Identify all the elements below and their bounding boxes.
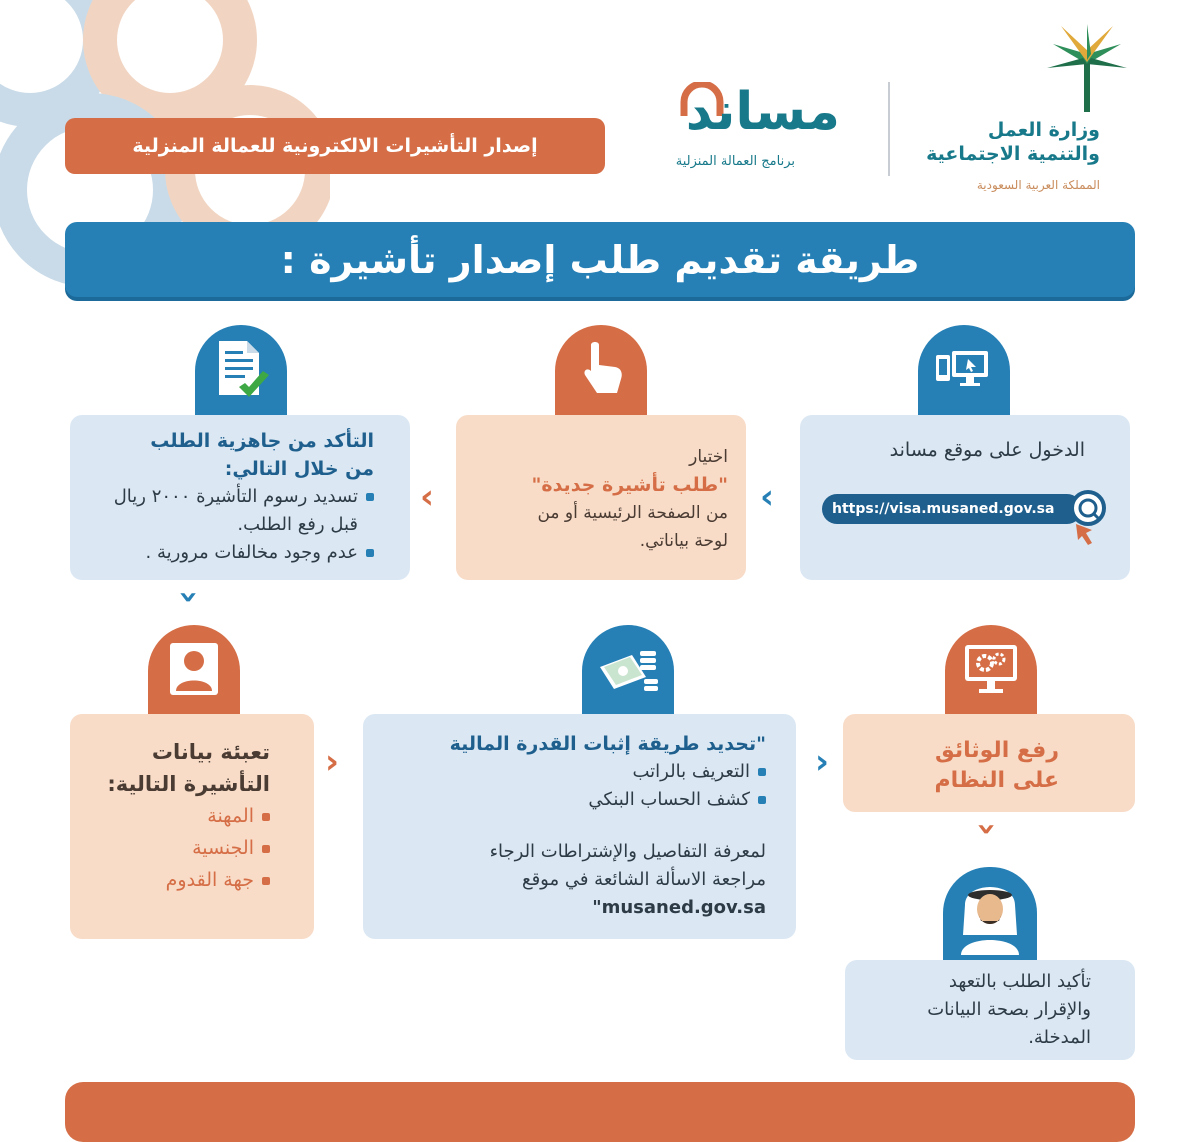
ministry-country: المملكة العربية السعودية: [976, 178, 1100, 192]
step6-heading2: التأشيرة التالية:: [107, 772, 270, 796]
musaned-logo-text: مساند: [685, 82, 840, 142]
ministry-logo: [905, 20, 1145, 190]
step5-note-line2: مراجعة الاسألة الشائعة في موقع: [522, 869, 766, 890]
devices-icon: [932, 337, 996, 401]
step1-icon-tab: [918, 325, 1010, 417]
step2-line2: "طلب تأشيرة جديدة": [531, 474, 728, 496]
step6-bullet3: جهة القدوم: [107, 864, 270, 896]
arrow-step1-to-step2: ‹: [760, 477, 775, 517]
step7-line2: والإقرار بصحة البيانات: [927, 999, 1091, 1020]
step4-line2: على النظام: [934, 768, 1059, 793]
document-check-icon: [209, 337, 273, 407]
step7-line1: تأكيد الطلب بالتعهد: [948, 971, 1091, 992]
step6-heading1: تعبئة بيانات: [151, 740, 270, 764]
header-divider: [888, 82, 890, 176]
saudi-man-icon: [955, 875, 1025, 955]
step3-bullet1-line1: تسديد رسوم التأشيرة ٢٠٠٠ ريال: [114, 483, 374, 511]
step7-line3: المدخلة.: [1028, 1027, 1091, 1048]
step4-line1: رفع الوثائق: [935, 738, 1059, 763]
step5-bullet2: كشف الحساب البنكي: [450, 786, 766, 814]
step3-box: [70, 415, 410, 580]
step2-icon-tab: [555, 325, 647, 417]
musaned-url-link[interactable]: https://visa.musaned.gov.sa: [822, 494, 1082, 524]
step1-text: الدخول على موقع مساند: [889, 439, 1085, 461]
arrow-step4-to-step5: ›: [815, 742, 830, 782]
monitor-gears-icon: [959, 637, 1023, 701]
musaned-subtitle: برنامج العمالة المنزلية: [675, 154, 795, 169]
musaned-logo: [650, 80, 850, 180]
step2-box: [456, 415, 746, 580]
step3-bullet1-line2: قبل رفع الطلب.: [237, 514, 358, 535]
footer-bar: [65, 1082, 1135, 1142]
step6-box: [70, 714, 314, 939]
step2-line4: لوحة بياناتي.: [639, 531, 728, 551]
step5-note-line3: musaned.gov.sa": [592, 897, 766, 918]
money-icon: [596, 637, 660, 701]
step4-icon-tab: [945, 625, 1037, 717]
step4-box: [843, 714, 1135, 812]
step3-heading1: التأكد من جاهزية الطلب: [150, 430, 374, 452]
ministry-name-line1: وزارة العمل: [987, 119, 1100, 141]
step2-line3: من الصفحة الرئيسية أو من: [537, 503, 728, 523]
step5-note-line1: لمعرفة التفاصيل والإشتراطات الرجاء: [489, 841, 766, 862]
step3-icon-tab: [195, 325, 287, 417]
step6-bullet2: الجنسية: [107, 832, 270, 864]
user-icon: [162, 637, 226, 701]
step5-heading: "تحديد طريقة إثبات القدرة المالية: [449, 733, 766, 755]
step5-box: [363, 714, 796, 939]
step3-heading2: من خلال التالي:: [224, 458, 374, 480]
search-icon: [1068, 488, 1118, 548]
step5-icon-tab: [582, 625, 674, 717]
ministry-name-line2: والتنمية الاجتماعية: [926, 143, 1100, 165]
step6-icon-tab: [148, 625, 240, 717]
step6-bullet1: المهنة: [107, 800, 270, 832]
step3-bullet2: عدم وجود مخالفات مرورية .: [114, 539, 374, 567]
step7-icon-tab: [943, 867, 1037, 961]
arrow-step4-to-step7: ‹: [965, 821, 1006, 837]
step7-box: [845, 960, 1135, 1060]
step5-bullet1: التعريف بالراتب: [450, 758, 766, 786]
banner: إصدار التأشيرات الالكترونية للعمالة المنزلية: [65, 118, 605, 174]
arrow-step3-to-step6: ‹: [167, 589, 208, 605]
palm-tree-icon: [1043, 24, 1131, 114]
page-title: طريقة تقديم طلب إصدار تأشيرة :: [65, 222, 1135, 297]
arrow-step5-to-step6: ›: [325, 742, 340, 782]
step2-line1: اختيار: [689, 447, 728, 467]
arrow-step2-to-step3: ‹: [420, 477, 435, 517]
hand-pointer-icon: [569, 337, 633, 401]
